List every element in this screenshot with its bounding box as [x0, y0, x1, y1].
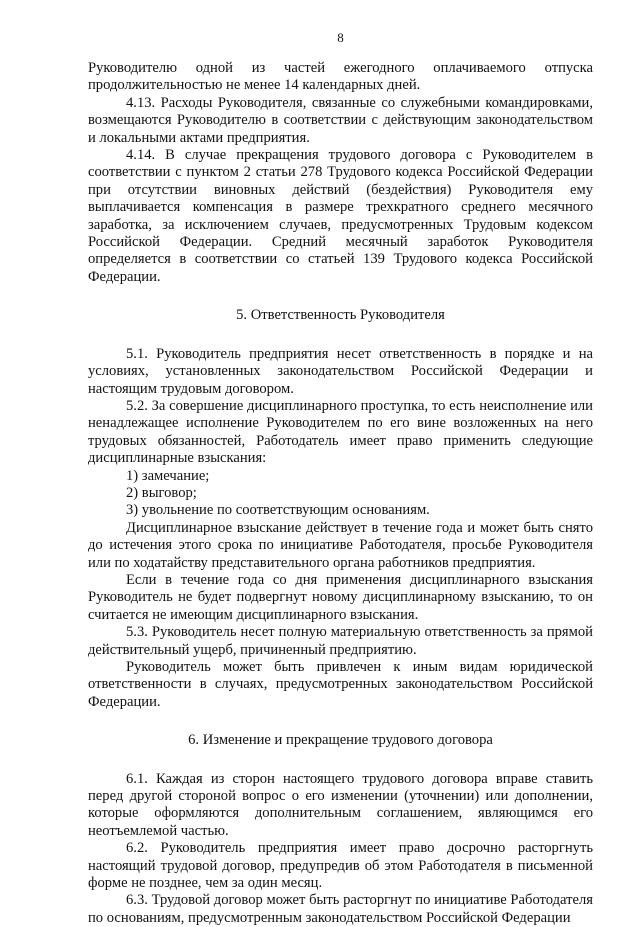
paragraph-4-14: 4.14. В случае прекращения трудового договора с Руководителем в соответствии с пунктом 2 статьи 278 Трудового кодекса Российской Федерации при отсутствии виновных действий (бездействия) Руководителя ему выплачивается компенсация в размере трехкратного среднего месячного заработка, за исключением случаев, предусмотренных Трудовым кодексом Российской Федерации. Средний месячный заработок Руководителя определяется в соответствии со статьей 139 Трудового кодекса Российской Федерации. — [88, 147, 593, 285]
document-body — [88, 60, 593, 927]
page-number: 8 — [337, 30, 344, 45]
list-item-reprimand-1: 1) замечание; — [126, 467, 210, 484]
paragraph-5-2-penalty-duration: Дисциплинарное взыскание действует в течение года и может быть снято до истечения этого срока по инициативе Работодателя, просьбе Руководителя или по ходатайству представительного органа работников предприятия. — [88, 519, 593, 571]
paragraph-4-13: 4.13. Расходы Руководителя, связанные со служебными командировками, возмещаются Руководителю в соответствии с действующим законодательством и локальными актами предприятия. — [88, 94, 593, 146]
paragraph-5-3-other-liability: Руководитель может быть привлечен к иным видам юридической ответственности в случаях, предусмотренных законодательством Российской Федерации. — [88, 659, 593, 710]
section-heading-5: 5. Ответственность Руководителя — [236, 307, 445, 324]
document-page — [88, 0, 593, 926]
section-heading-6: 6. Изменение и прекращение трудового договора — [188, 732, 493, 749]
paragraph-6-2: 6.2. Руководитель предприятия имеет право досрочно расторгнуть настоящий трудовой договор, предупредив об этом Работодателя в письменной форме не позднее, чем за один месяц. — [88, 840, 593, 892]
paragraph-5-2: 5.2. За совершение дисциплинарного проступка, то есть неисполнение или ненадлежащее исполнение Руководителем по его вине возложенных на него трудовых обязанностей, Работодатель имеет право применить следующие дисциплинарные взыскания: — [88, 397, 593, 467]
paragraph-5-3: 5.3. Руководитель несет полную материальную ответственность за прямой действительный ущерб, причиненный предприятию. — [88, 624, 593, 658]
paragraph-5-2-penalty-expiry: Если в течение года со дня применения дисциплинарного взыскания Руководитель не будет подвергнут новому дисциплинарному взысканию, то он считается не имеющим дисциплинарного взыскания. — [88, 571, 593, 623]
paragraph-6-1: 6.1. Каждая из сторон настоящего трудового договора вправе ставить перед другой стороной вопрос о его изменении (уточнении) или дополнении, которые оформляются дополнительным соглашением, являющимся его неотъемлемой частью. — [88, 770, 593, 839]
paragraph-6-3: 6.3. Трудовой договор может быть расторгнут по инициативе Работодателя по основаниям, предусмотренным законодательством Российской Федерации — [88, 892, 593, 926]
paragraph-5-1: 5.1. Руководитель предприятия несет ответственность в порядке и на условиях, установленных законодательством Российской Федерации и настоящим трудовым договором. — [88, 345, 593, 397]
list-item-dismissal: 3) увольнение по соответствующим основаниям. — [126, 502, 430, 519]
list-item-reprimand-2: 2) выговор; — [126, 484, 197, 501]
paragraph-4-12-continuation: Руководителю одной из частей ежегодного оплачиваемого отпуска продолжительностью не менее 14 календарных дней. — [88, 60, 593, 94]
